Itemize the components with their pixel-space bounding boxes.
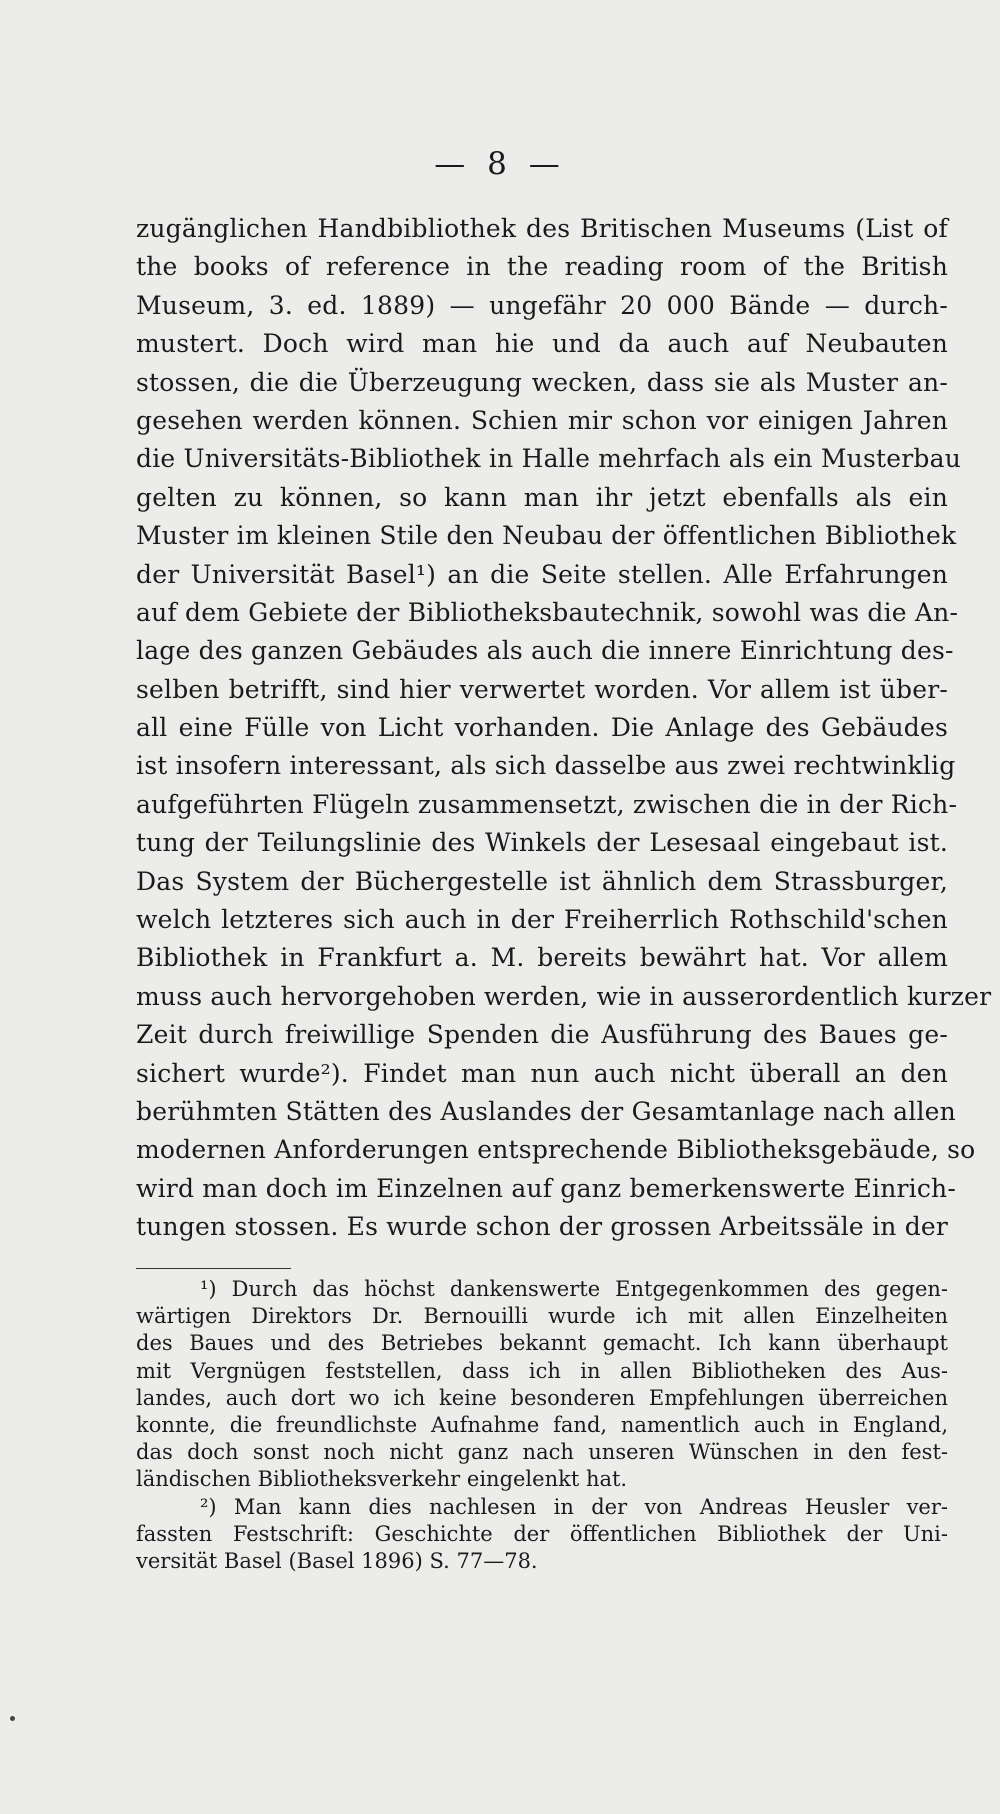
text-line: auf dem Gebiete der Bibliotheksbautechnik, sowohl was die An- bbox=[136, 597, 959, 627]
text-line: sichert wurde²). Findet man nun auch nicht überall an den bbox=[136, 1058, 948, 1088]
text-line: welch letzteres sich auch in der Freiherrlich Rothschild'schen bbox=[136, 905, 948, 935]
text-line: modernen Anforderungen entsprechende Bibliotheksgebäude, so bbox=[136, 1135, 976, 1165]
text-line: zugänglichen Handbibliothek des Britischen Museums (List of bbox=[136, 214, 948, 243]
text-line: all eine Fülle von Licht vorhanden. Die Anlage des Gebäudes bbox=[136, 713, 948, 743]
text-line: mustert. Doch wird man hie und da auch auf Neubauten bbox=[136, 329, 948, 359]
text-line: lage des ganzen Gebäudes als auch die innere Einrichtung des- bbox=[136, 636, 954, 666]
text-line: ist insofern interessant, als sich dasselbe aus zwei rechtwinklig bbox=[136, 751, 956, 781]
text-line: der Universität Basel¹) an die Seite stellen. Alle Erfahrungen bbox=[136, 559, 948, 589]
footnote-line: des Baues und des Betriebes bekannt gemacht. Ich kann überhaupt bbox=[136, 1331, 948, 1356]
text-line: Muster im kleinen Stile den Neubau der öffentlichen Bibliothek bbox=[136, 521, 957, 551]
text-line: selben betrifft, sind hier verwertet worden. Vor allem ist über- bbox=[136, 674, 948, 704]
text-line: Bibliothek in Frankfurt a. M. bereits bewährt hat. Vor allem bbox=[136, 943, 948, 973]
footnotes bbox=[136, 1276, 948, 1575]
text-line: tungen stossen. Es wurde schon der grossen Arbeitssäle in der bbox=[136, 1212, 949, 1242]
footnote-line: konnte, die freundlichste Aufnahme fand, namentlich auch in England, bbox=[136, 1412, 948, 1437]
text-line: Das System der Büchergestelle ist ähnlich dem Strassburger, bbox=[136, 866, 948, 896]
text-line: the books of reference in the reading room of the British bbox=[136, 252, 948, 282]
footnote-line: versität Basel (Basel 1896) S. 77—78. bbox=[136, 1548, 538, 1573]
footnote-line: landes, auch dort wo ich keine besonderen Empfehlungen überreichen bbox=[136, 1385, 948, 1410]
text-line: muss auch hervorgehoben werden, wie in ausserordentlich kurzer bbox=[136, 981, 992, 1011]
text-line: gesehen werden können. Schien mir schon vor einigen Jahren bbox=[136, 405, 948, 435]
footnote-line: ländischen Bibliotheksverkehr eingelenkt hat. bbox=[136, 1467, 628, 1492]
text-line: Museum, 3. ed. 1889) — ungefähr 20 000 Bände — durch- bbox=[136, 290, 948, 320]
text-line: Zeit durch freiwillige Spenden die Ausführung des Baues ge- bbox=[136, 1020, 948, 1050]
footnote-line: fassten Festschrift: Geschichte der öffentlichen Bibliothek der Uni- bbox=[136, 1521, 948, 1546]
text-line: wird man doch im Einzelnen auf ganz bemerkenswerte Einrich- bbox=[136, 1173, 956, 1203]
text-line: die Universitäts-Bibliothek in Halle mehrfach als ein Musterbau bbox=[136, 444, 962, 474]
footnote-line: wärtigen Direktors Dr. Bernouilli wurde ich mit allen Einzelheiten bbox=[136, 1304, 948, 1329]
page-number: — 8 — bbox=[434, 146, 566, 182]
footnote-line: ²) Man kann dies nachlesen in der von Andreas Heusler ver- bbox=[200, 1494, 948, 1519]
text-line: aufgeführten Flügeln zusammensetzt, zwischen die in der Rich- bbox=[136, 789, 958, 819]
body-text bbox=[136, 210, 992, 1247]
footnote-line: das doch sonst noch nicht ganz nach unseren Wünschen in den fest- bbox=[136, 1440, 948, 1465]
footnote-line: ¹) Durch das höchst dankenswerte Entgegenkommen des gegen- bbox=[200, 1277, 948, 1301]
text-line: gelten zu können, so kann man ihr jetzt ebenfalls als ein bbox=[136, 482, 948, 512]
footnote-divider bbox=[136, 1268, 291, 1269]
text-line: tung der Teilungslinie des Winkels der Lesesaal eingebaut ist. bbox=[136, 828, 948, 858]
text-line: stossen, die die Überzeugung wecken, dass sie als Muster an- bbox=[136, 367, 948, 397]
text-line: berühmten Stätten des Auslandes der Gesamtanlage nach allen bbox=[136, 1096, 956, 1126]
footnote-line: mit Vergnügen feststellen, dass ich in allen Bibliotheken des Aus- bbox=[136, 1358, 948, 1383]
scan-speck bbox=[10, 1716, 15, 1721]
